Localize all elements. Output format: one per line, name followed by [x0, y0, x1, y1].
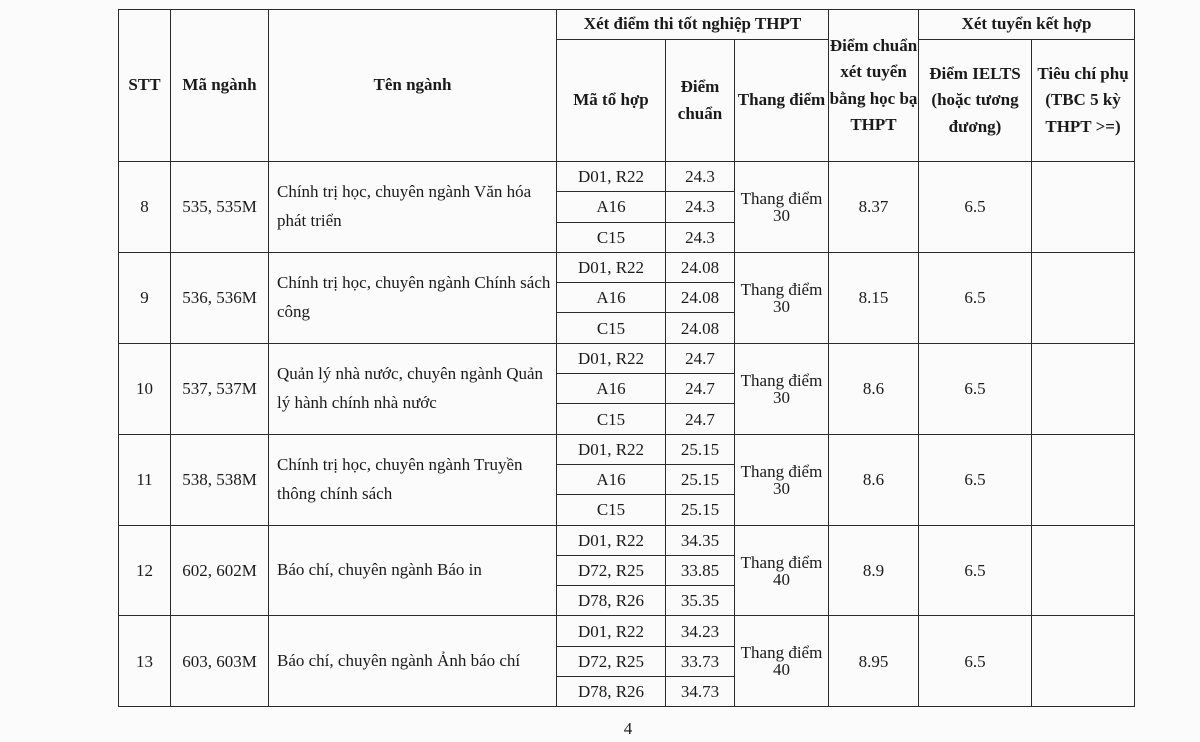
- tieu-chi-cell: [1032, 434, 1135, 525]
- diem-chuan-cell: 25.15: [666, 464, 735, 494]
- header-ma-to-hop: Mã tổ hợp: [557, 40, 666, 162]
- tieu-chi-cell: [1032, 252, 1135, 343]
- diem-chuan-cell: 24.3: [666, 162, 735, 192]
- ma-nganh-cell: 538, 538M: [171, 434, 269, 525]
- diem-chuan-cell: 34.23: [666, 616, 735, 646]
- ma-to-hop-cell: A16: [557, 283, 666, 313]
- ten-nganh-cell: Báo chí, chuyên ngành Báo in: [269, 525, 557, 616]
- diem-chuan-cell: 33.85: [666, 555, 735, 585]
- ma-to-hop-cell: D01, R22: [557, 252, 666, 282]
- table-body: [119, 10, 1135, 707]
- header-ielts: Điểm IELTS (hoặc tương đương): [919, 40, 1032, 162]
- hoc-ba-cell: 8.37: [829, 162, 919, 253]
- ma-to-hop-cell: C15: [557, 495, 666, 525]
- thang-diem-cell: Thang điểm 40: [735, 616, 829, 707]
- diem-chuan-cell: 24.3: [666, 222, 735, 252]
- stt-cell: 9: [119, 252, 171, 343]
- header-thang-diem: Thang điểm: [735, 40, 829, 162]
- diem-chuan-cell: 24.08: [666, 283, 735, 313]
- ten-nganh-cell: Chính trị học, chuyên ngành Chính sách công: [269, 252, 557, 343]
- ielts-cell: 6.5: [919, 252, 1032, 343]
- diem-chuan-cell: 24.7: [666, 343, 735, 373]
- thang-diem-cell: Thang điểm 30: [735, 434, 829, 525]
- header-stt: STT: [119, 10, 171, 162]
- header-row-top: [119, 10, 1135, 40]
- ten-nganh-cell: Quản lý nhà nước, chuyên ngành Quản lý hành chính nhà nước: [269, 343, 557, 434]
- diem-chuan-cell: 33.73: [666, 646, 735, 676]
- thang-diem-cell: Thang điểm 30: [735, 252, 829, 343]
- tieu-chi-cell: [1032, 162, 1135, 253]
- ma-to-hop-cell: A16: [557, 192, 666, 222]
- stt-cell: 8: [119, 162, 171, 253]
- ma-to-hop-cell: D01, R22: [557, 525, 666, 555]
- ma-to-hop-cell: D78, R26: [557, 677, 666, 707]
- stt-cell: 12: [119, 525, 171, 616]
- ma-to-hop-cell: D72, R25: [557, 646, 666, 676]
- header-ma-nganh: Mã ngành: [171, 10, 269, 162]
- ma-to-hop-cell: D01, R22: [557, 434, 666, 464]
- ma-to-hop-cell: D01, R22: [557, 162, 666, 192]
- ma-nganh-cell: 535, 535M: [171, 162, 269, 253]
- ielts-cell: 6.5: [919, 343, 1032, 434]
- ma-to-hop-cell: D72, R25: [557, 555, 666, 585]
- diem-chuan-cell: 24.08: [666, 313, 735, 343]
- table-row: [119, 252, 1135, 282]
- ielts-cell: 6.5: [919, 616, 1032, 707]
- table-row: [119, 162, 1135, 192]
- diem-chuan-cell: 24.7: [666, 404, 735, 434]
- ma-nganh-cell: 603, 603M: [171, 616, 269, 707]
- ma-to-hop-cell: C15: [557, 404, 666, 434]
- ma-nganh-cell: 536, 536M: [171, 252, 269, 343]
- table-row: [119, 616, 1135, 646]
- ma-nganh-cell: 537, 537M: [171, 343, 269, 434]
- header-thpt-group: Xét điểm thi tốt nghiệp THPT: [557, 10, 829, 40]
- header-ket-hop-group: Xét tuyển kết hợp: [919, 10, 1135, 40]
- diem-chuan-cell: 34.35: [666, 525, 735, 555]
- header-diem-chuan: Điểm chuẩn: [666, 40, 735, 162]
- ma-to-hop-cell: C15: [557, 313, 666, 343]
- ielts-cell: 6.5: [919, 434, 1032, 525]
- table-row: [119, 434, 1135, 464]
- tieu-chi-cell: [1032, 343, 1135, 434]
- ma-to-hop-cell: D78, R26: [557, 586, 666, 616]
- ma-nganh-cell: 602, 602M: [171, 525, 269, 616]
- diem-chuan-cell: 24.7: [666, 374, 735, 404]
- ma-to-hop-cell: D01, R22: [557, 343, 666, 373]
- diem-chuan-cell: 34.73: [666, 677, 735, 707]
- table-row: [119, 525, 1135, 555]
- page-number: 4: [623, 719, 633, 738]
- thang-diem-cell: Thang điểm 30: [735, 343, 829, 434]
- ielts-cell: 6.5: [919, 162, 1032, 253]
- admission-score-table: [118, 9, 1135, 707]
- table-row: [119, 343, 1135, 373]
- hoc-ba-cell: 8.9: [829, 525, 919, 616]
- ten-nganh-cell: Chính trị học, chuyên ngành Truyền thông chính sách: [269, 434, 557, 525]
- hoc-ba-cell: 8.6: [829, 434, 919, 525]
- thang-diem-cell: Thang điểm 40: [735, 525, 829, 616]
- stt-cell: 11: [119, 434, 171, 525]
- stt-cell: 13: [119, 616, 171, 707]
- ten-nganh-cell: Báo chí, chuyên ngành Ảnh báo chí: [269, 616, 557, 707]
- tieu-chi-cell: [1032, 525, 1135, 616]
- header-ten-nganh: Tên ngành: [269, 10, 557, 162]
- thang-diem-cell: Thang điểm 30: [735, 162, 829, 253]
- stt-cell: 10: [119, 343, 171, 434]
- ma-to-hop-cell: A16: [557, 464, 666, 494]
- ielts-cell: 6.5: [919, 525, 1032, 616]
- ma-to-hop-cell: A16: [557, 374, 666, 404]
- diem-chuan-cell: 25.15: [666, 434, 735, 464]
- hoc-ba-cell: 8.15: [829, 252, 919, 343]
- diem-chuan-cell: 35.35: [666, 586, 735, 616]
- hoc-ba-cell: 8.95: [829, 616, 919, 707]
- diem-chuan-cell: 24.08: [666, 252, 735, 282]
- ten-nganh-cell: Chính trị học, chuyên ngành Văn hóa phát triển: [269, 162, 557, 253]
- ma-to-hop-cell: D01, R22: [557, 616, 666, 646]
- header-hoc-ba: Điểm chuẩn xét tuyển bằng học bạ THPT: [829, 10, 919, 162]
- ma-to-hop-cell: C15: [557, 222, 666, 252]
- header-tieu-chi: Tiêu chí phụ (TBC 5 kỳ THPT >=): [1032, 40, 1135, 162]
- tieu-chi-cell: [1032, 616, 1135, 707]
- hoc-ba-cell: 8.6: [829, 343, 919, 434]
- diem-chuan-cell: 24.3: [666, 192, 735, 222]
- diem-chuan-cell: 25.15: [666, 495, 735, 525]
